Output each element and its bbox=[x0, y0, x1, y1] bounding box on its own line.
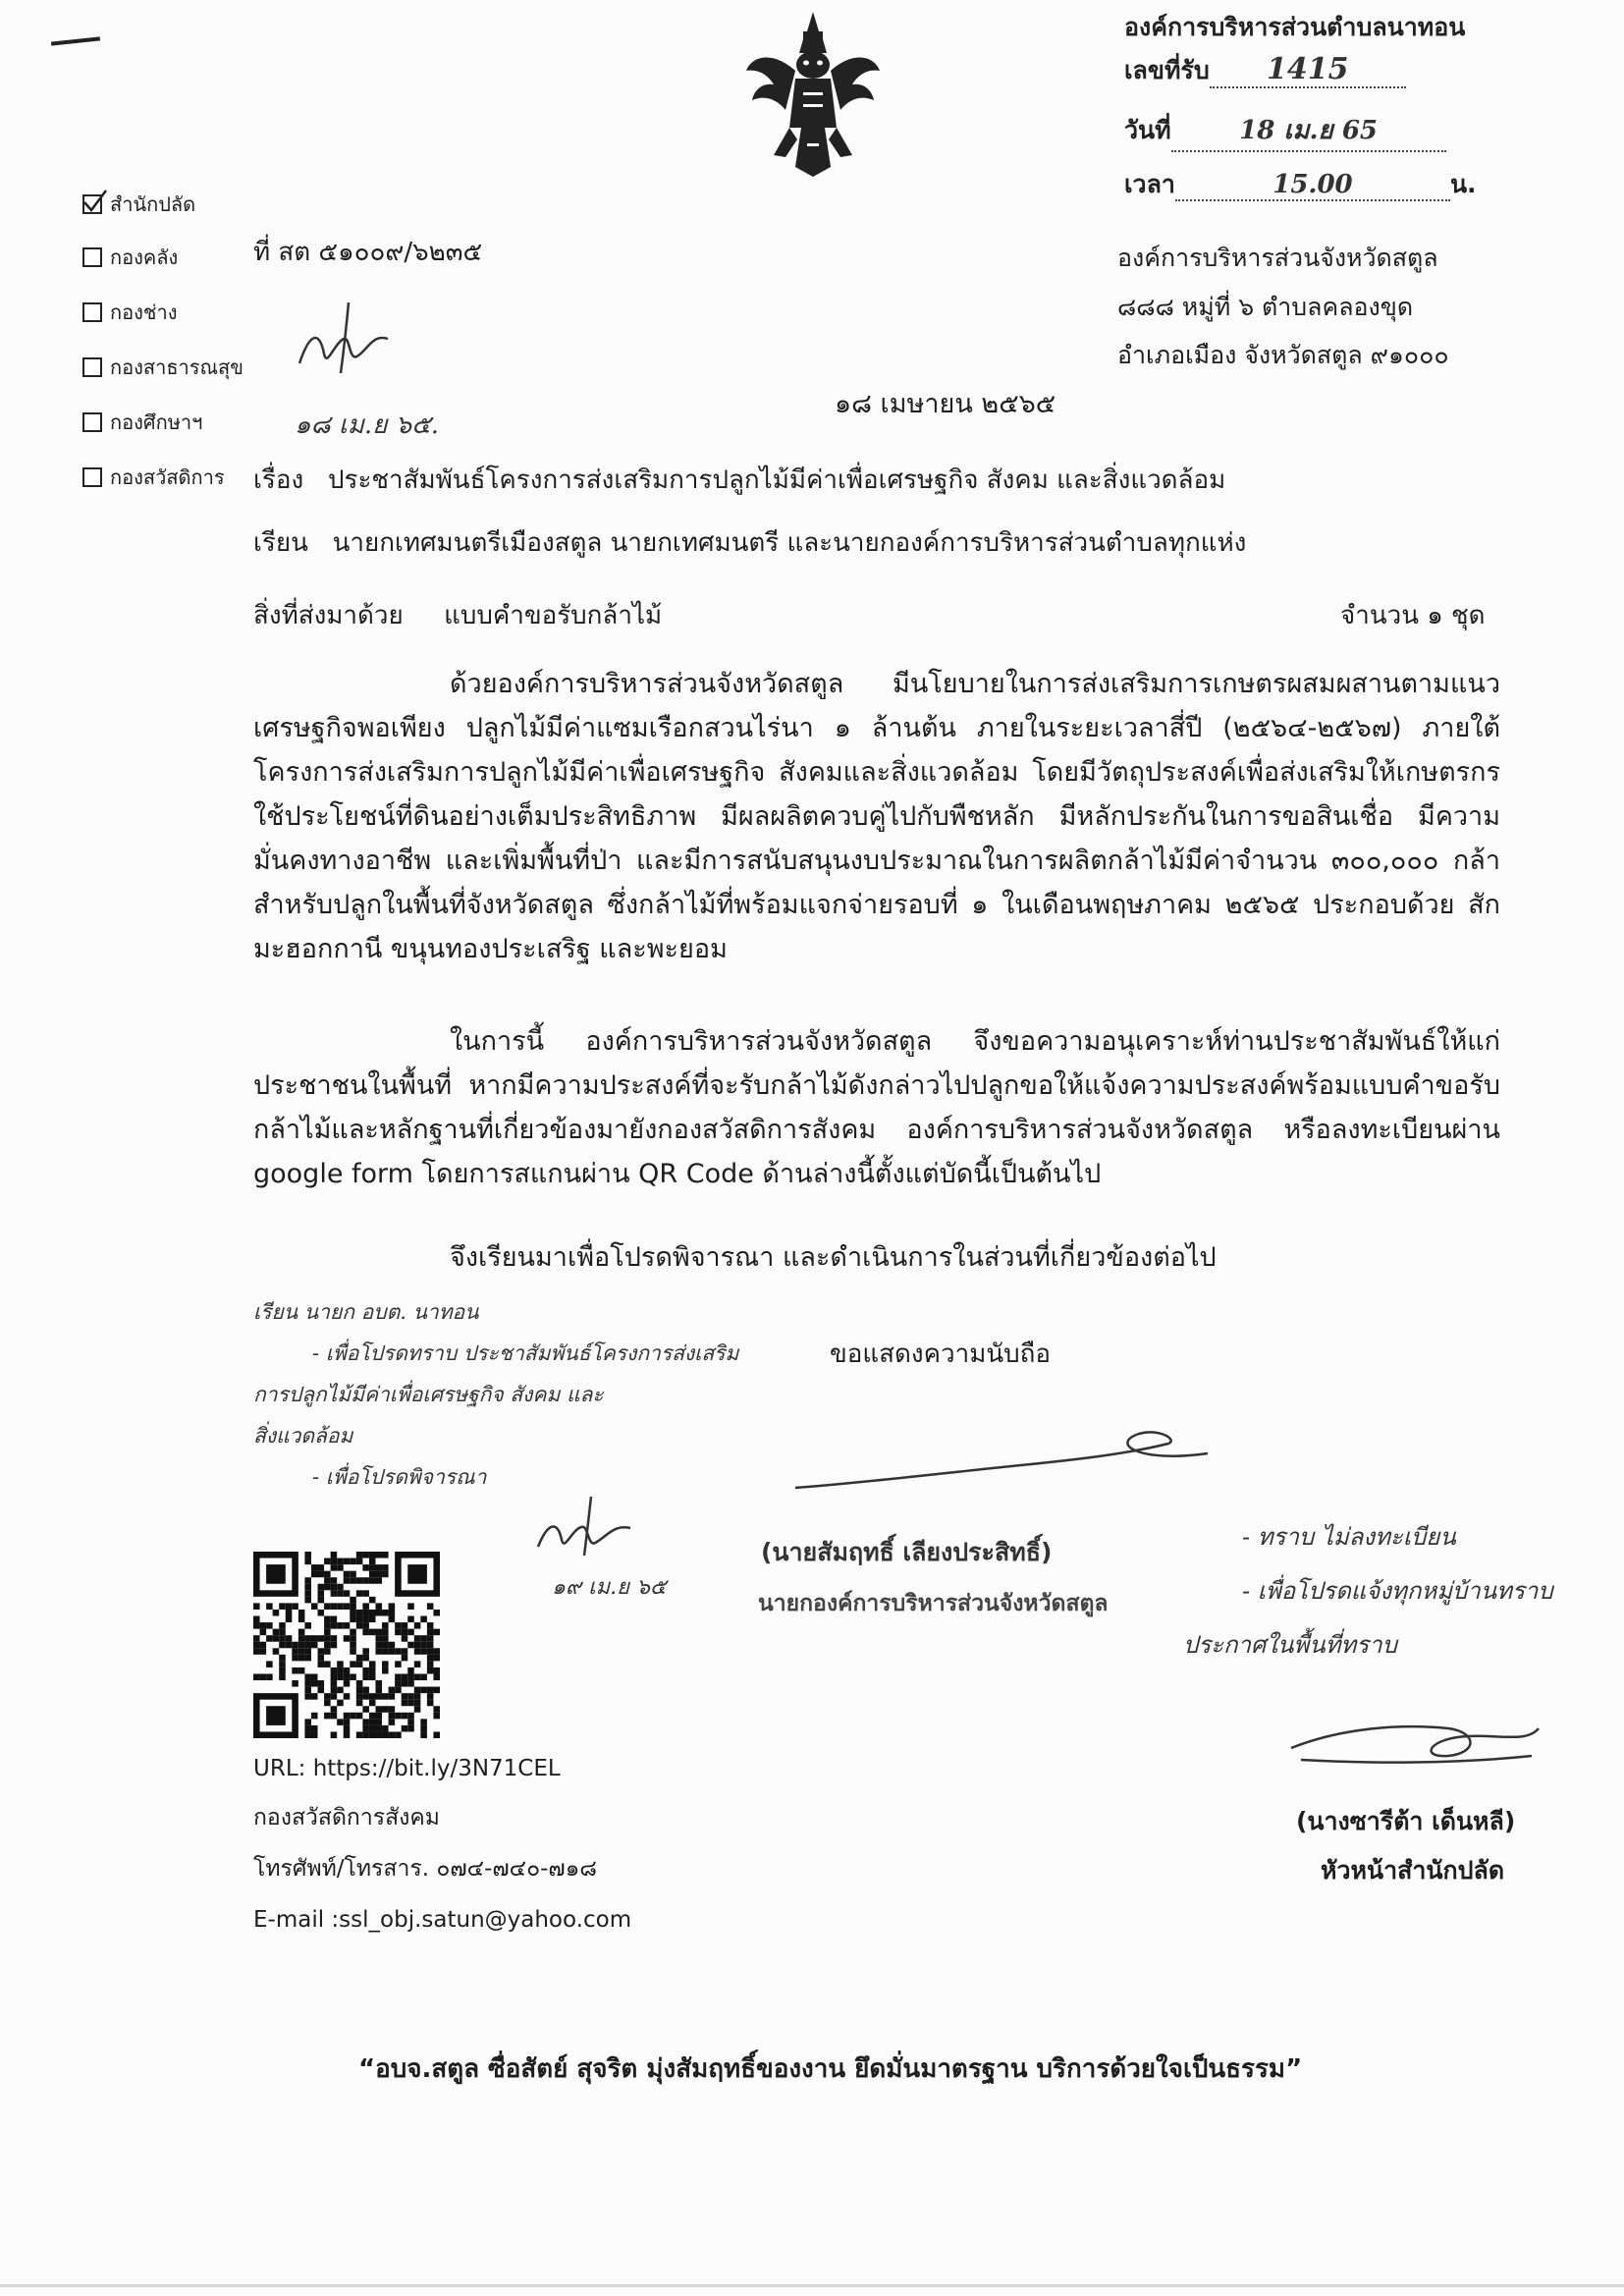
routing-checkbox[interactable] bbox=[82, 412, 102, 432]
qr-code-icon[interactable] bbox=[253, 1552, 440, 1738]
receipt-time-label: เวลา bbox=[1124, 170, 1175, 198]
footer-motto: “อบจ.สตูล ซื่อสัตย์ สุจริต มุ่งสัมฤทธิ์ของงาน ยึดมั่นมาตรฐาน บริการด้วยใจเป็นธรรม” bbox=[358, 2054, 1303, 2084]
receipt-time-row bbox=[1124, 165, 1477, 204]
garuda-emblem-icon bbox=[744, 10, 882, 179]
enclosure-line bbox=[253, 603, 662, 629]
routing-item[interactable] bbox=[82, 340, 244, 395]
handwritten-note-right bbox=[1183, 1510, 1553, 1672]
routing-checkbox[interactable] bbox=[82, 467, 102, 487]
handwritten-note-line: - เพื่อโปรดพิจารณา bbox=[312, 1465, 487, 1489]
receipt-date-value: 18 เม.ย 65 bbox=[1171, 110, 1446, 152]
receipt-date-label: วันที่ bbox=[1124, 116, 1171, 144]
subject-text: ประชาสัมพันธ์โครงการส่งเสริมการปลูกไม้มีค่าเพื่อเศรษฐกิจ สังคม และสิ่งแวดล้อม bbox=[327, 465, 1226, 495]
receipt-no-label: เลขที่รับ bbox=[1124, 56, 1210, 84]
handwritten-note-line: สิ่งแวดล้อม bbox=[253, 1424, 353, 1448]
subject-line bbox=[253, 467, 1225, 493]
routing-label: กองช่าง bbox=[110, 301, 178, 324]
handwritten-routing-date: ๑๘ เม.ย ๖๕. bbox=[295, 410, 440, 440]
handwritten-note-left bbox=[253, 1291, 738, 1498]
document-number: ที่ สต ๕๑๐๐๙/๖๒๓๕ bbox=[253, 238, 483, 267]
handwritten-note-line: ประกาศในพื้นที่ทราบ bbox=[1183, 1631, 1397, 1659]
scan-edge bbox=[0, 2284, 1624, 2287]
handwritten-note-line: เรียน นายก อบต. นาทอน bbox=[253, 1300, 479, 1324]
recipient-text: นายกเทศมนตรีเมืองสตูล นายกเทศมนตรี และนายกองค์การบริหารส่วนตำบลทุกแห่ง bbox=[332, 528, 1247, 558]
enclosure-label: สิ่งที่ส่งมาด้วย bbox=[253, 601, 404, 630]
main-signature bbox=[785, 1414, 1218, 1503]
contact-phone: โทรศัพท์/โทรสาร. ๐๗๔-๗๔๐-๗๑๘ bbox=[253, 1856, 598, 1882]
signatory-name: (นายสัมฤทธิ์ เลียงประสิทธิ์) bbox=[761, 1538, 1053, 1566]
handwritten-initials-2 bbox=[530, 1493, 638, 1561]
routing-label: สำนักปลัด bbox=[110, 192, 196, 216]
body-paragraph-3: จึงเรียนมาเพื่อโปรดพิจารณา และดำเนินการในส่วนที่เกี่ยวข้องต่อไป bbox=[450, 1242, 1217, 1273]
receipt-time-value: 15.00 bbox=[1175, 170, 1450, 201]
receipt-stamp-org: องค์การบริหารส่วนตำบลนาทอน bbox=[1124, 13, 1466, 41]
body-paragraph-2: ในการนี้ องค์การบริหารส่วนจังหวัดสตูล จึงขอความอนุเคราะห์ท่านประชาสัมพันธ์ให้แก่ประชาชนในพื้นที่ หากมีความประสงค์ที่จะรับกล้าไม้ดังกล่าวไปปลูกขอให้แจ้งความประสงค์พร้อมแบบคำขอรับกล้าไม้และหลักฐานที่เกี่ยวข้องมายังกองสวัสดิการสังคม องค์การบริหารส่วนจังหวัดสตูล หรือลงทะเบียนผ่าน google form โดยการสแกนผ่าน QR Code ด้านล่างนี้ตั้งแต่บัดนี้เป็นต้นไป bbox=[253, 1026, 1500, 1189]
routing-item[interactable] bbox=[82, 450, 244, 505]
sender-address-1: ๘๘๘ หมู่ที่ ๖ ตำบลคลองขุด bbox=[1117, 293, 1414, 321]
body-paragraph-1: ด้วยองค์การบริหารส่วนจังหวัดสตูล มีนโยบายในการส่งเสริมการเกษตรผสมผสานตามแนวเศรษฐกิจพอเพียง ปลูกไม้มีค่าแซมเรือกสวนไร่นา ๑ ล้านต้น ภายในระยะเวลาสี่ปี (๒๕๖๔-๒๕๖๗) ภายใต้โครงการส่งเสริมการปลูกไม้มีค่าเพื่อเศรษฐกิจ สังคมและสิ่งแวดล้อม โดยมีวัตถุประสงค์เพื่อส่งเสริมให้เกษตรกรใช้ประโยชน์ที่ดินอย่างเต็มประสิทธิภาพ มีผลผลิตควบคู่ไปกับพืชหลัก มีหลักประกันในการขอสินเชื่อ มีความมั่นคงทางอาชีพ และเพิ่มพื้นที่ป่า และมีการสนับสนุนงบประมาณในการผลิตกล้าไม้มีค่าจำนวน ๓๐๐,๐๐๐ กล้า สำหรับปลูกในพื้นที่จังหวัดสตูล ซึ่งกล้าไม้ที่พร้อมแจกจ่ายรอบที่ ๑ ในเดือนพฤษภาคม ๒๕๖๕ ประกอบด้วย สัก มะฮอกกานี ขนุนทองประเสริฐ และพะยอม bbox=[253, 669, 1500, 964]
signatory-title: นายกองค์การบริหารส่วนจังหวัดสตูล bbox=[758, 1591, 1109, 1616]
second-signatory-name: (นางซารีต้า เด็นหลี) bbox=[1296, 1807, 1516, 1835]
recipient-line bbox=[253, 530, 1246, 556]
sender-org: องค์การบริหารส่วนจังหวัดสตูล bbox=[1117, 244, 1438, 272]
sender-address-2: อำเภอเมือง จังหวัดสตูล ๙๑๐๐๐ bbox=[1117, 341, 1449, 369]
contact-department: กองสวัสดิการสังคม bbox=[253, 1805, 440, 1831]
handwritten-note-line: - เพื่อโปรดทราบ ประชาสัมพันธ์โครงการส่งเสริม bbox=[312, 1341, 739, 1365]
letter-date: ๑๘ เมษายน ๒๕๖๕ bbox=[835, 389, 1056, 419]
handwritten-note-line: การปลูกไม้มีค่าเพื่อเศรษฐกิจ สังคม และ bbox=[253, 1383, 604, 1406]
receipt-time-unit: น. bbox=[1449, 170, 1477, 198]
subject-label: เรื่อง bbox=[253, 465, 304, 495]
handwritten-initials bbox=[290, 295, 398, 383]
contact-email[interactable]: E-mail :ssl_obj.satun@yahoo.com bbox=[253, 1907, 632, 1933]
check-mark-icon bbox=[82, 189, 108, 214]
routing-label: กองสาธารณสุข bbox=[110, 355, 244, 379]
routing-item[interactable] bbox=[82, 395, 244, 450]
receipt-no-row bbox=[1124, 51, 1406, 90]
recipient-label: เรียน bbox=[253, 528, 308, 558]
routing-checkbox[interactable] bbox=[82, 247, 102, 267]
routing-item[interactable] bbox=[82, 285, 244, 340]
contact-url[interactable]: URL: https://bit.ly/3N71CEL bbox=[253, 1756, 561, 1781]
handwritten-date-2: ๑๙ เม.ย ๖๕ bbox=[552, 1575, 667, 1600]
enclosure-text: แบบคำขอรับกล้าไม้ bbox=[444, 601, 663, 630]
handwritten-note-line: - ทราบ ไม่ลงทะเบียน bbox=[1242, 1523, 1456, 1551]
corner-mark bbox=[51, 36, 100, 45]
routing-list bbox=[82, 179, 244, 505]
routing-item[interactable] bbox=[82, 230, 244, 285]
routing-item[interactable] bbox=[82, 179, 244, 230]
receipt-date-row bbox=[1124, 110, 1446, 152]
routing-checkbox[interactable] bbox=[82, 194, 102, 214]
routing-label: กองคลัง bbox=[110, 246, 179, 269]
routing-checkbox[interactable] bbox=[82, 302, 102, 322]
routing-checkbox[interactable] bbox=[82, 357, 102, 377]
closing-text: ขอแสดงความนับถือ bbox=[830, 1339, 1051, 1369]
routing-label: กองศึกษาฯ bbox=[110, 410, 203, 434]
routing-label: กองสวัสดิการ bbox=[110, 465, 225, 489]
enclosure-quantity: จำนวน ๑ ชุด bbox=[1340, 601, 1486, 630]
handwritten-note-line: - เพื่อโปรดแจ้งทุกหมู่บ้านทราบ bbox=[1242, 1577, 1553, 1605]
second-signatory-title: หัวหน้าสำนักปลัด bbox=[1321, 1856, 1505, 1885]
receipt-no-value: 1415 bbox=[1210, 52, 1406, 88]
second-signature bbox=[1281, 1699, 1546, 1777]
